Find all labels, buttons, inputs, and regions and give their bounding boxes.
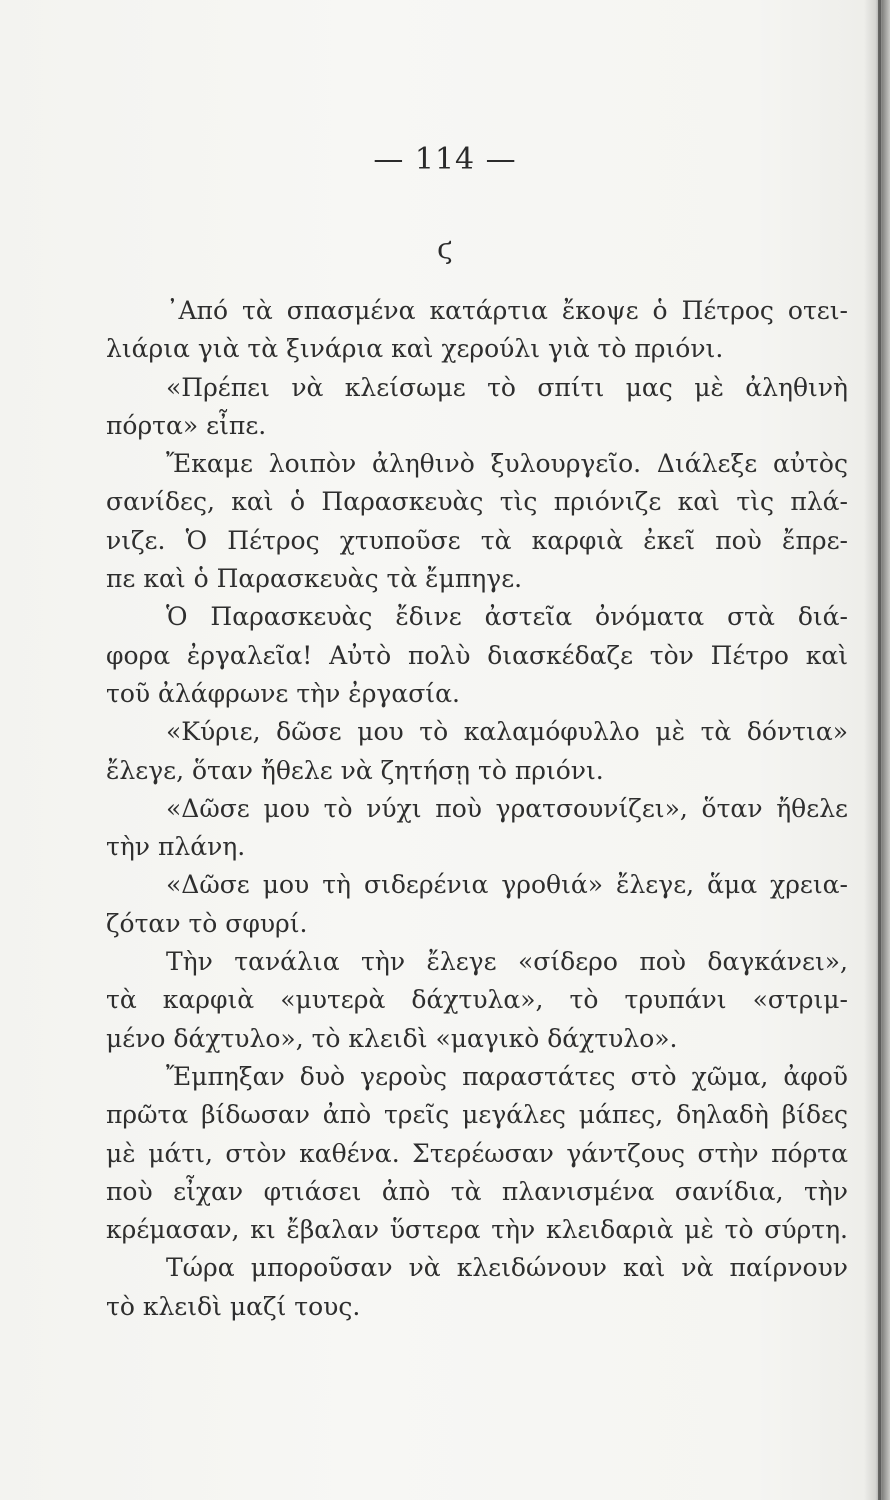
text-line: Ἔκαμε λοιπὸν ἀληθινὸ ξυλουργεῖο. Διάλεξε αὐτὸς	[166, 449, 848, 479]
text-line: κρέμασαν, κι ἔβαλαν ὕστερα τὴν κλειδαριὰ μὲ τὸ σύρτη.	[106, 1215, 848, 1245]
text-line: ζόταν τὸ σφυρί.	[106, 908, 308, 938]
text-line: Ὁ Παρασκευὰς ἔδινε ἀστεῖα ὀνόματα στὰ διά-	[166, 602, 848, 632]
text-line: μὲ μάτι, στὸν καθένα. Στερέωσαν γάντζους στὴν πόρτα	[106, 1138, 848, 1168]
text-line: φορα ἐργαλεῖα! Αὐτὸ πολὺ διασκέδαζε τὸν Πέτρο καὶ	[106, 640, 848, 670]
text-line: μένο δάχτυλο», τὸ κλειδὶ «μαγικὸ δάχτυλο».	[106, 1023, 678, 1053]
text-line: σανίδες, καὶ ὁ Παρασκευὰς τὶς πριόνιζε καὶ τὶς πλά-	[106, 487, 848, 517]
text-line: τὴν πλάνη.	[106, 832, 246, 862]
text-line: τοῦ ἀλάφρωνε τὴν ἐργασία.	[106, 678, 460, 708]
text-line: Τώρα μποροῦσαν νὰ κλειδώνουν καὶ νὰ παίρνουν	[166, 1253, 848, 1283]
text-line: τὸ κλειδὶ μαζί τους.	[106, 1291, 361, 1321]
text-line: τὰ καρφιὰ «μυτερὰ δάχτυλα», τὸ τρυπάνι «στριμ-	[106, 985, 848, 1015]
page-number: — 114 —	[373, 142, 517, 177]
text-line: «Δῶσε μου τὸ νύχι ποὺ γρατσουνίζει», ὅταν ἤθελε	[166, 793, 848, 823]
text-line: ᾿Από τὰ σπασμένα κατάρτια ἔκοψε ὁ Πέτρος οτει-	[166, 296, 848, 325]
text-line: πε καὶ ὁ Παρασκευὰς τὰ ἔμπηγε.	[106, 564, 523, 594]
section-marker: ϛ	[437, 232, 453, 265]
page-edge-shadow	[864, 0, 890, 1500]
text-line: πρῶτα βίδωσαν ἀπὸ τρεῖς μεγάλες μάπες, δηλαδὴ βίδες	[106, 1100, 848, 1130]
text-line: «Κύριε, δῶσε μου τὸ καλαμόφυλλο μὲ τὰ δόντια»	[166, 717, 848, 747]
text-line: Ἔμπηξαν δυὸ γεροὺς παραστάτες στὸ χῶμα, ἀφοῦ	[166, 1061, 848, 1091]
text-line: «Πρέπει νὰ κλείσωμε τὸ σπίτι μας μὲ ἀληθινὴ	[166, 372, 848, 402]
text-line: πόρτα» εἶπε.	[106, 410, 267, 440]
body-text	[106, 292, 848, 1326]
text-line: λιάρια γιὰ τὰ ξινάρια καὶ χερούλι γιὰ τὸ πριόνι.	[106, 334, 724, 364]
page-edge-line	[878, 0, 881, 1500]
text-line: ἔλεγε, ὅταν ἤθελε νὰ ζητήσῃ τὸ πριόνι.	[106, 755, 604, 785]
text-line: «Δῶσε μου τὴ σιδερένια γροθιά» ἔλεγε, ἅμα χρεια-	[166, 870, 848, 900]
text-line: Τὴν τανάλια τὴν ἔλεγε «σίδερο ποὺ δαγκάνει»,	[166, 947, 848, 977]
text-line: ποὺ εἶχαν φτιάσει ἀπὸ τὰ πλανισμένα σανίδια, τὴν	[106, 1176, 848, 1206]
text-line: νιζε. Ὁ Πέτρος χτυποῦσε τὰ καρφιὰ ἐκεῖ ποὺ ἔπρε-	[106, 525, 848, 555]
